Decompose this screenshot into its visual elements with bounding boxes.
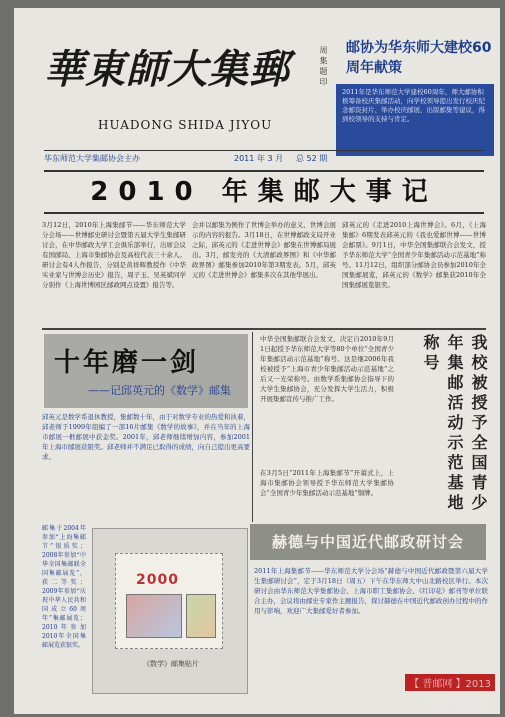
- top-headline: [330, 38, 494, 156]
- stamp-caption: 《数学》邮集贴片: [143, 660, 199, 668]
- award-article-continued: 在3月5日“2011年上海集邮节”开幕式上，上海市集邮协会领导授予华东师范大学集邮协会“全国青少年集邮活动示范基地”铜牌。: [260, 469, 394, 497]
- feature-banner: [44, 334, 248, 408]
- feature-subtitle: ——记邱英元的《数学》邮集: [88, 384, 231, 397]
- watermark-label: 【 普邮网 】2013: [405, 674, 495, 691]
- issue-date: 2011 年 3 月: [234, 154, 284, 163]
- events-column-2: 会并以邮集为例作了世博会举办的意义、世博会展示的内容的报告。3月18日，在世博邮政支局开业之际，邱英元的《走进世博会》邮集在世博邮局展出。3月，邮发亮的《大清邮政界图》和《中华邮政界图》邮集参加2010年第3期发表。5月，邱英元的《走进世博会》邮集多次在其他华展出。: [192, 221, 336, 279]
- events-column-3: 邱英元的《走进2010上海世博会》。6月，《上海集邮》6期发表邱英元的《我也爱邮世博——世博会邮票》。9月1日，中华全国集邮联合会发文，授予华东师范大学“全国青少年集邮活动示范基地”称号。11月12日，组织部分邮协会员参加2010年全国集邮展览，邱英元的《数学》邮集获2010年全国集邮展览银奖。: [342, 221, 486, 289]
- feature-title: 十年磨一剑: [54, 348, 200, 378]
- stamp-year: 2000: [136, 572, 179, 588]
- newspaper-page: [14, 8, 500, 714]
- masthead-pinyin: HUADONG SHIDA JIYOU: [98, 118, 273, 132]
- stamp-image: [126, 594, 182, 638]
- section-divider: [42, 328, 486, 330]
- issue-number: 总 52 期: [296, 154, 328, 163]
- feature-side-text: 邮集于2004年参加“上海集邮节”银质奖；2008年参加“中华全国集邮联全国集邮展览”，获二等奖；2009年参加“庆祝中华人民共和国成立60周年”集邮展览；2010年参加2010年全国集邮展览获银奖。: [42, 525, 86, 649]
- seminar-headline: 赫德与中国近代邮政研讨会: [250, 524, 486, 560]
- top-headline-title: 邮协为华东师大建校60周年献策: [346, 40, 492, 76]
- events-column-1: 3月12日，2010年上海集邮节——华东师范大学分会场——世博邮史研讨会暨第五届大学生集邮研讨会，在中华邮政大学工会俱乐部举行，出席会议有国邮局、上海市集邮协会及高校代表三十余人。研讨会有4人作报告，分别是黄祥辉教授作《中华实业家与世博会历史》报告，周子玉、吴英斌同学分别作《上海世博园区邮政网点设置》报告等。: [42, 221, 186, 289]
- masthead-title: 華東師大集郵: [44, 46, 290, 93]
- main-title: 2010 年集邮大事记: [44, 170, 484, 214]
- masthead-seal: 周 集 题 印: [319, 46, 328, 86]
- column-divider: [252, 332, 253, 522]
- award-article: 中华全国集邮联合会发文，决定自2010年9月1日起授予华东师范大学等80个单位“全国青少年集邮活动示范基地”称号。这是继2006年我校被授予“上海市青少年集邮活动示范基地”之后又一光荣称号。由数学系集邮协会指导下的大学生集邮协会，充分发挥大学生活力，积极开展集邮宣传与推广工作。: [260, 335, 394, 403]
- feature-article: 邱英元是数学系退休教授，集邮数十年，由于对数学专业的热爱和执着，邱老师于1999年组编了一部16片邮集《数学的故事》，并在当年的上海市邮展一框邮展中获金奖。2001年，邱老师继续增加内容，参加2001年上海市邮展获银奖。邱老师并不满足已取得的成绩，向自己提出更高要求。: [42, 413, 250, 461]
- watermark-url: www.puu.cn: [428, 698, 489, 709]
- seminar-article: 2011年上海集邮节——华东师范大学分会场“赫德与中国近代邮政暨第六届大学生集邮研讨会”，定于3月18日（周五）下午在华东师大中山北路校区举行。本次研讨会由华东师范大学集邮协会、上海市职工集邮协会、《红印花》邮刊等单位联合主办，会议将由邮史专家作主题报告，探讨赫德在中国近代邮政创办过程中的作用与影响，欢迎广大集邮爱好者参加。: [254, 567, 488, 615]
- issue-info-bar: [44, 150, 484, 164]
- stamp-sheet: [115, 553, 223, 649]
- top-headline-body: 2011年是华东师范大学建校60周年，师大邮协积极筹备校庆集邮活动，向学校领导提出发行校庆纪念邮资封片、举办校庆邮展、出版邮集等建议，得到校领导的支持与肯定。: [336, 84, 494, 156]
- issue-sponsor: 华东师范大学集邮协会主办: [44, 154, 140, 163]
- stamp-photo: [92, 528, 248, 694]
- award-headline: 我校被授予全国青少年集邮活动示范基地称号: [421, 334, 488, 514]
- stamp-image-2: [186, 594, 216, 638]
